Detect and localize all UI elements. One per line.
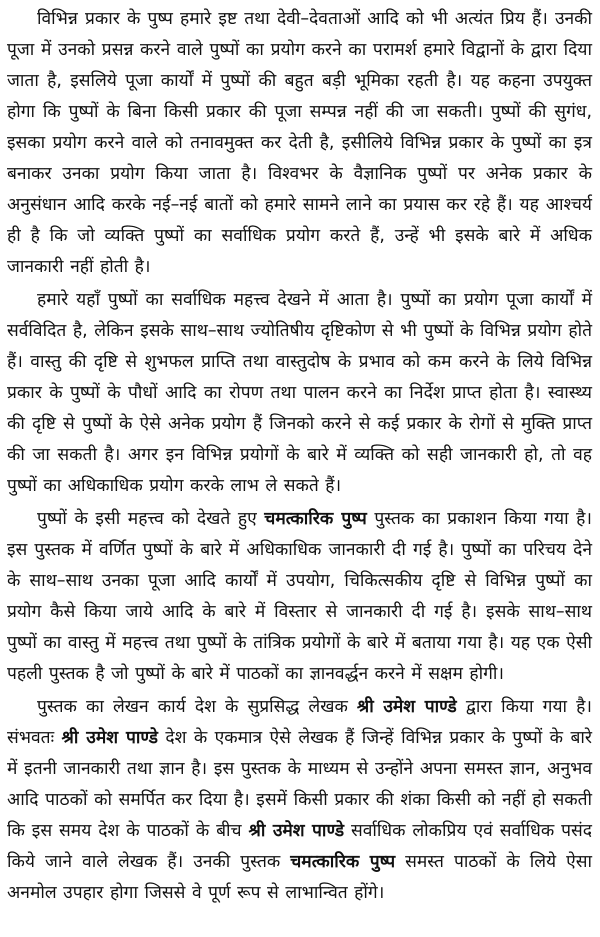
paragraph-2 (7, 285, 592, 502)
paragraph-text: देश के एकमात्र ऐसे लेखक हैं जिन्हें विभिन्न प्रकार के पुष्पों के बारे में इतनी जानकारी तथा ज्ञान है। इस पुस्तक के माध्यम से उन्होंने अपना समस्त ज्ञान, अनुभव आदि पाठकों को समर्पित कर दिया है। इसमें किसी प्रकार की शंका किसी को नहीं हो सकती कि इस समय देश के पाठकों के बीच (7, 728, 593, 841)
paragraph-4 (7, 692, 592, 909)
paragraph-text: पुष्पों के इसी महत्त्व को देखते हुए (37, 509, 265, 529)
paragraph-text: सर्वाधिक लोकप्रिय एवं सर्वाधिक पसंद किये जाने वाले लेखक हैं। उनकी पुस्तक (7, 821, 592, 872)
paragraph-text: विभिन्न प्रकार के पुष्प हमारे इष्ट तथा देवी–देवताओं आदि को भी अत्यंत प्रिय हैं। उनकी पूजा में उनको प्रसन्न करने वाले पुष्पों का प्रयोग करने का परामर्श हमारे विद्वानों के द्वारा दिया जाता है, इसलिये पूजा कार्यों में पुष्पों की बहुत बड़ी भूमिका रहती है। यह कहना उपयुक्त होगा कि पुष्पों के बिना किसी प्रकार की पूजा सम्पन्न नहीं की जा सकती। पुष्पों की सुगंध, इसका प्रयोग करने वाले को तनावमुक्त कर देती है, इसीलिये विभिन्न प्रकार के पुष्पों का इत्र बनाकर उनका प्रयोग किया जाता है। विश्वभर के वैज्ञानिक पुष्पों पर अनेक प्रकार के अनुसंधान आदि करके नई–नई बातों को हमारे सामने लाने का प्रयास कर रहे हैं। यह आश्चर्य ही है कि जो व्यक्ति पुष्पों का सर्वाधिक प्रयोग करते हैं, उन्हें भी इसके बारे में अधिक जानकारी नहीं होती है। (7, 9, 592, 277)
paragraph-1 (7, 4, 592, 283)
author-name: श्री उमेश पाण्डे (61, 728, 158, 748)
paragraph-3 (7, 504, 592, 690)
paragraph-text: हमारे यहाँ पुष्पों का सर्वाधिक महत्त्व देखने में आता है। पुष्पों का प्रयोग पूजा कार्यों में सर्वविदित है, लेकिन इसके साथ–साथ ज्योतिषीय दृष्टिकोण से भी पुष्पों के विभिन्न प्रयोग होते हैं। वास्तु की दृष्टि से शुभफल प्राप्ति तथा वास्तुदोष के प्रभाव को कम करने के लिये विभिन्न प्रकार के पुष्पों के पौधों आदि का रोपण तथा पालन करने का निर्देश प्राप्त होता है। स्वास्थ्य की दृष्टि से पुष्पों के ऐसे अनेक प्रयोग हैं जिनको करने से कई प्रकार के रोगों से मुक्ति प्राप्त की जा सकती है। अगर इन विभिन्न प्रयोगों के बारे में व्यक्ति को सही जानकारी हो, तो वह पुष्पों का अधिकाधिक प्रयोग करके लाभ ले सकते हैं। (7, 290, 592, 496)
paragraph-text: पुस्तक का लेखन कार्य देश के सुप्रसिद्ध लेखक (37, 697, 357, 717)
author-name: श्री उमेश पाण्डे (356, 697, 457, 717)
paragraph-text: पुस्तक का प्रकाशन किया गया है। इस पुस्तक में वर्णित पुष्पों के बारे में अधिकाधिक जानकारी दी गई है। पुष्पों का परिचय देने के साथ–साथ उनका पूजा आदि कार्यों में उपयोग, चिकित्सकीय दृष्टि से विभिन्न पुष्पों का प्रयोग कैसे किया जाये आदि के बारे में विस्तार से जानकारी दी गई है। इसके साथ–साथ पुष्पों का वास्तु में महत्त्व तथा पुष्पों के तांत्रिक प्रयोगों के बारे में बताया गया है। यह एक ऐसी पहली पुस्तक है जो पुष्पों के बारे में पाठकों का ज्ञानवर्द्धन करने में सक्षम होगी। (7, 509, 592, 684)
book-title: चमत्कारिक पुष्प (290, 852, 396, 872)
paragraph-text: द्वारा किया गया है। संभवतः (7, 697, 592, 748)
author-name: श्री उमेश पाण्डे (248, 821, 345, 841)
paragraph-text: समस्त पाठकों के लिये ऐसा अनमोल उपहार होगा जिससे वे पूर्ण रूप से लाभान्वित होंगे। (7, 852, 592, 903)
book-title: चमत्कारिक पुष्प (264, 509, 367, 529)
